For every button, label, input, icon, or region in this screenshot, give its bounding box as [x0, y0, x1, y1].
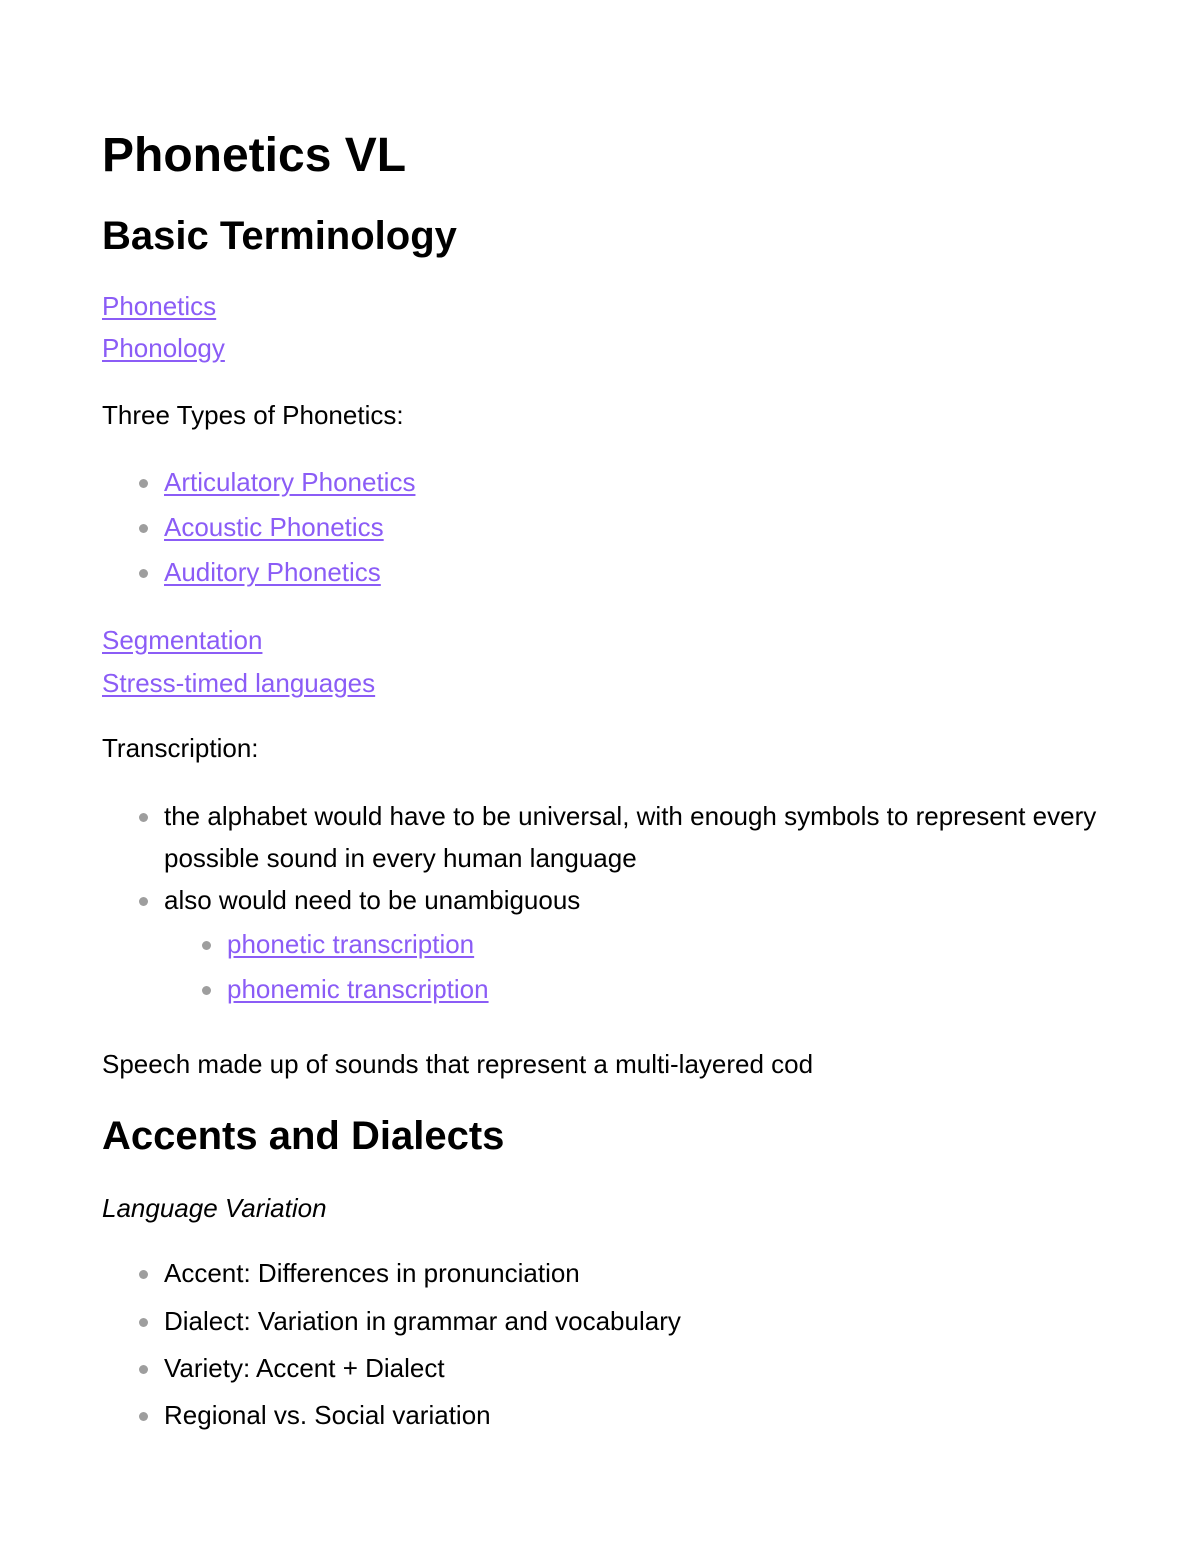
link-articulatory-phonetics[interactable]: Articulatory Phonetics: [164, 467, 416, 497]
list-item: Variety: Accent + Dialect: [102, 1352, 681, 1384]
variation-list: [102, 1257, 681, 1431]
list-item: [102, 973, 1164, 1005]
transcription-list: [102, 795, 1164, 1005]
page-title: Phonetics VL: [102, 129, 407, 182]
list-item: Dialect: Variation in grammar and vocabulary: [102, 1305, 681, 1337]
section-heading-accents-and-dialects: Accents and Dialects: [102, 1114, 505, 1158]
link-auditory-phonetics[interactable]: Auditory Phonetics: [164, 557, 381, 587]
list-item: Regional vs. Social variation: [102, 1399, 681, 1431]
language-variation-subheading: Language Variation: [102, 1193, 327, 1223]
transcription-label: Transcription:: [102, 733, 259, 763]
list-item: also would need to be unambiguous: [102, 884, 1164, 916]
speech-text: Speech made up of sounds that represent a multi-layered cod: [102, 1049, 814, 1079]
list-item: [102, 511, 415, 543]
link-phonetic-transcription[interactable]: phonetic transcription: [227, 929, 475, 959]
list-item: Accent: Differences in pronunciation: [102, 1257, 681, 1289]
list-item: [102, 556, 415, 588]
link-segmentation[interactable]: Segmentation: [102, 625, 263, 655]
link-phonology[interactable]: Phonology: [102, 333, 225, 363]
link-phonetics[interactable]: Phonetics: [102, 291, 217, 321]
types-label: Three Types of Phonetics:: [102, 400, 404, 430]
link-phonemic-transcription[interactable]: phonemic transcription: [227, 974, 489, 1004]
list-item: [102, 928, 1164, 960]
list-item: the alphabet would have to be universal, with enough symbols to represent every possible sound in every human language: [102, 795, 1164, 879]
section-heading-basic-terminology: Basic Terminology: [102, 214, 457, 258]
link-acoustic-phonetics[interactable]: Acoustic Phonetics: [164, 512, 384, 542]
link-stress-timed-languages[interactable]: Stress-timed languages: [102, 668, 376, 698]
types-list: [102, 466, 415, 588]
list-item: [102, 466, 415, 498]
